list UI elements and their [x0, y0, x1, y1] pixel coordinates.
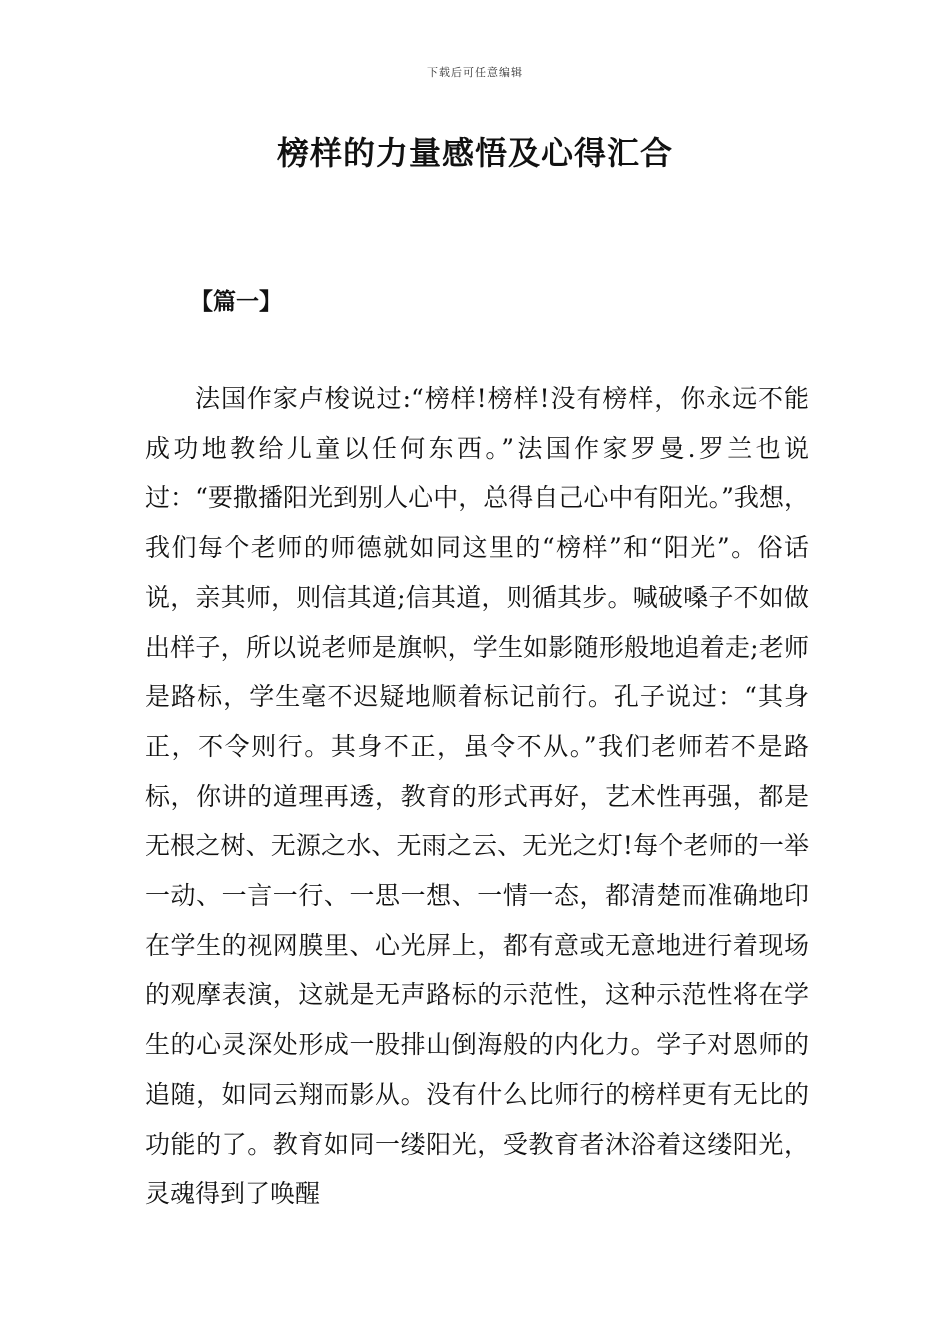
section-heading: 【篇一】: [190, 289, 282, 315]
header-note: 下载后可任意编辑: [427, 66, 523, 79]
body-paragraph: 法国作家卢梭说过:“榜样!榜样!没有榜样，你永远不能成功地教给儿童以任何东西。”法国作家罗曼.罗兰也说过：“要撒播阳光到别人心中，总得自己心中有阳光。”我想，我们每个老师的师德就如同这里的“榜样”和“阳光”。俗话说，亲其师，则信其道;信其道，则循其步。喊破嗓子不如做出样子，所以说老师是旗帜，学生如影随形般地追着走;老师是路标，学生毫不迟疑地顺着标记前行。孔子说过：“其身正，不令则行。其身不正，虽令不从。”我们老师若不是路标，你讲的道理再透，教育的形式再好，艺术性再强，都是无根之树、无源之水、无雨之云、无光之灯!每个老师的一举一动、一言一行、一思一想、一情一态，都清楚而准确地印在学生的视网膜里、心光屏上，都有意或无意地进行着现场的观摩表演，这就是无声路标的示范性，这种示范性将在学生的心灵深处形成一股排山倒海般的内化力。学子对恩师的追随，如同云翔而影从。没有什么比师行的榜样更有无比的功能的了。教育如同一缕阳光，受教育者沐浴着这缕阳光，灵魂得到了唤醒: [145, 384, 809, 1209]
document-title: 榜样的力量感悟及心得汇合: [276, 134, 673, 172]
